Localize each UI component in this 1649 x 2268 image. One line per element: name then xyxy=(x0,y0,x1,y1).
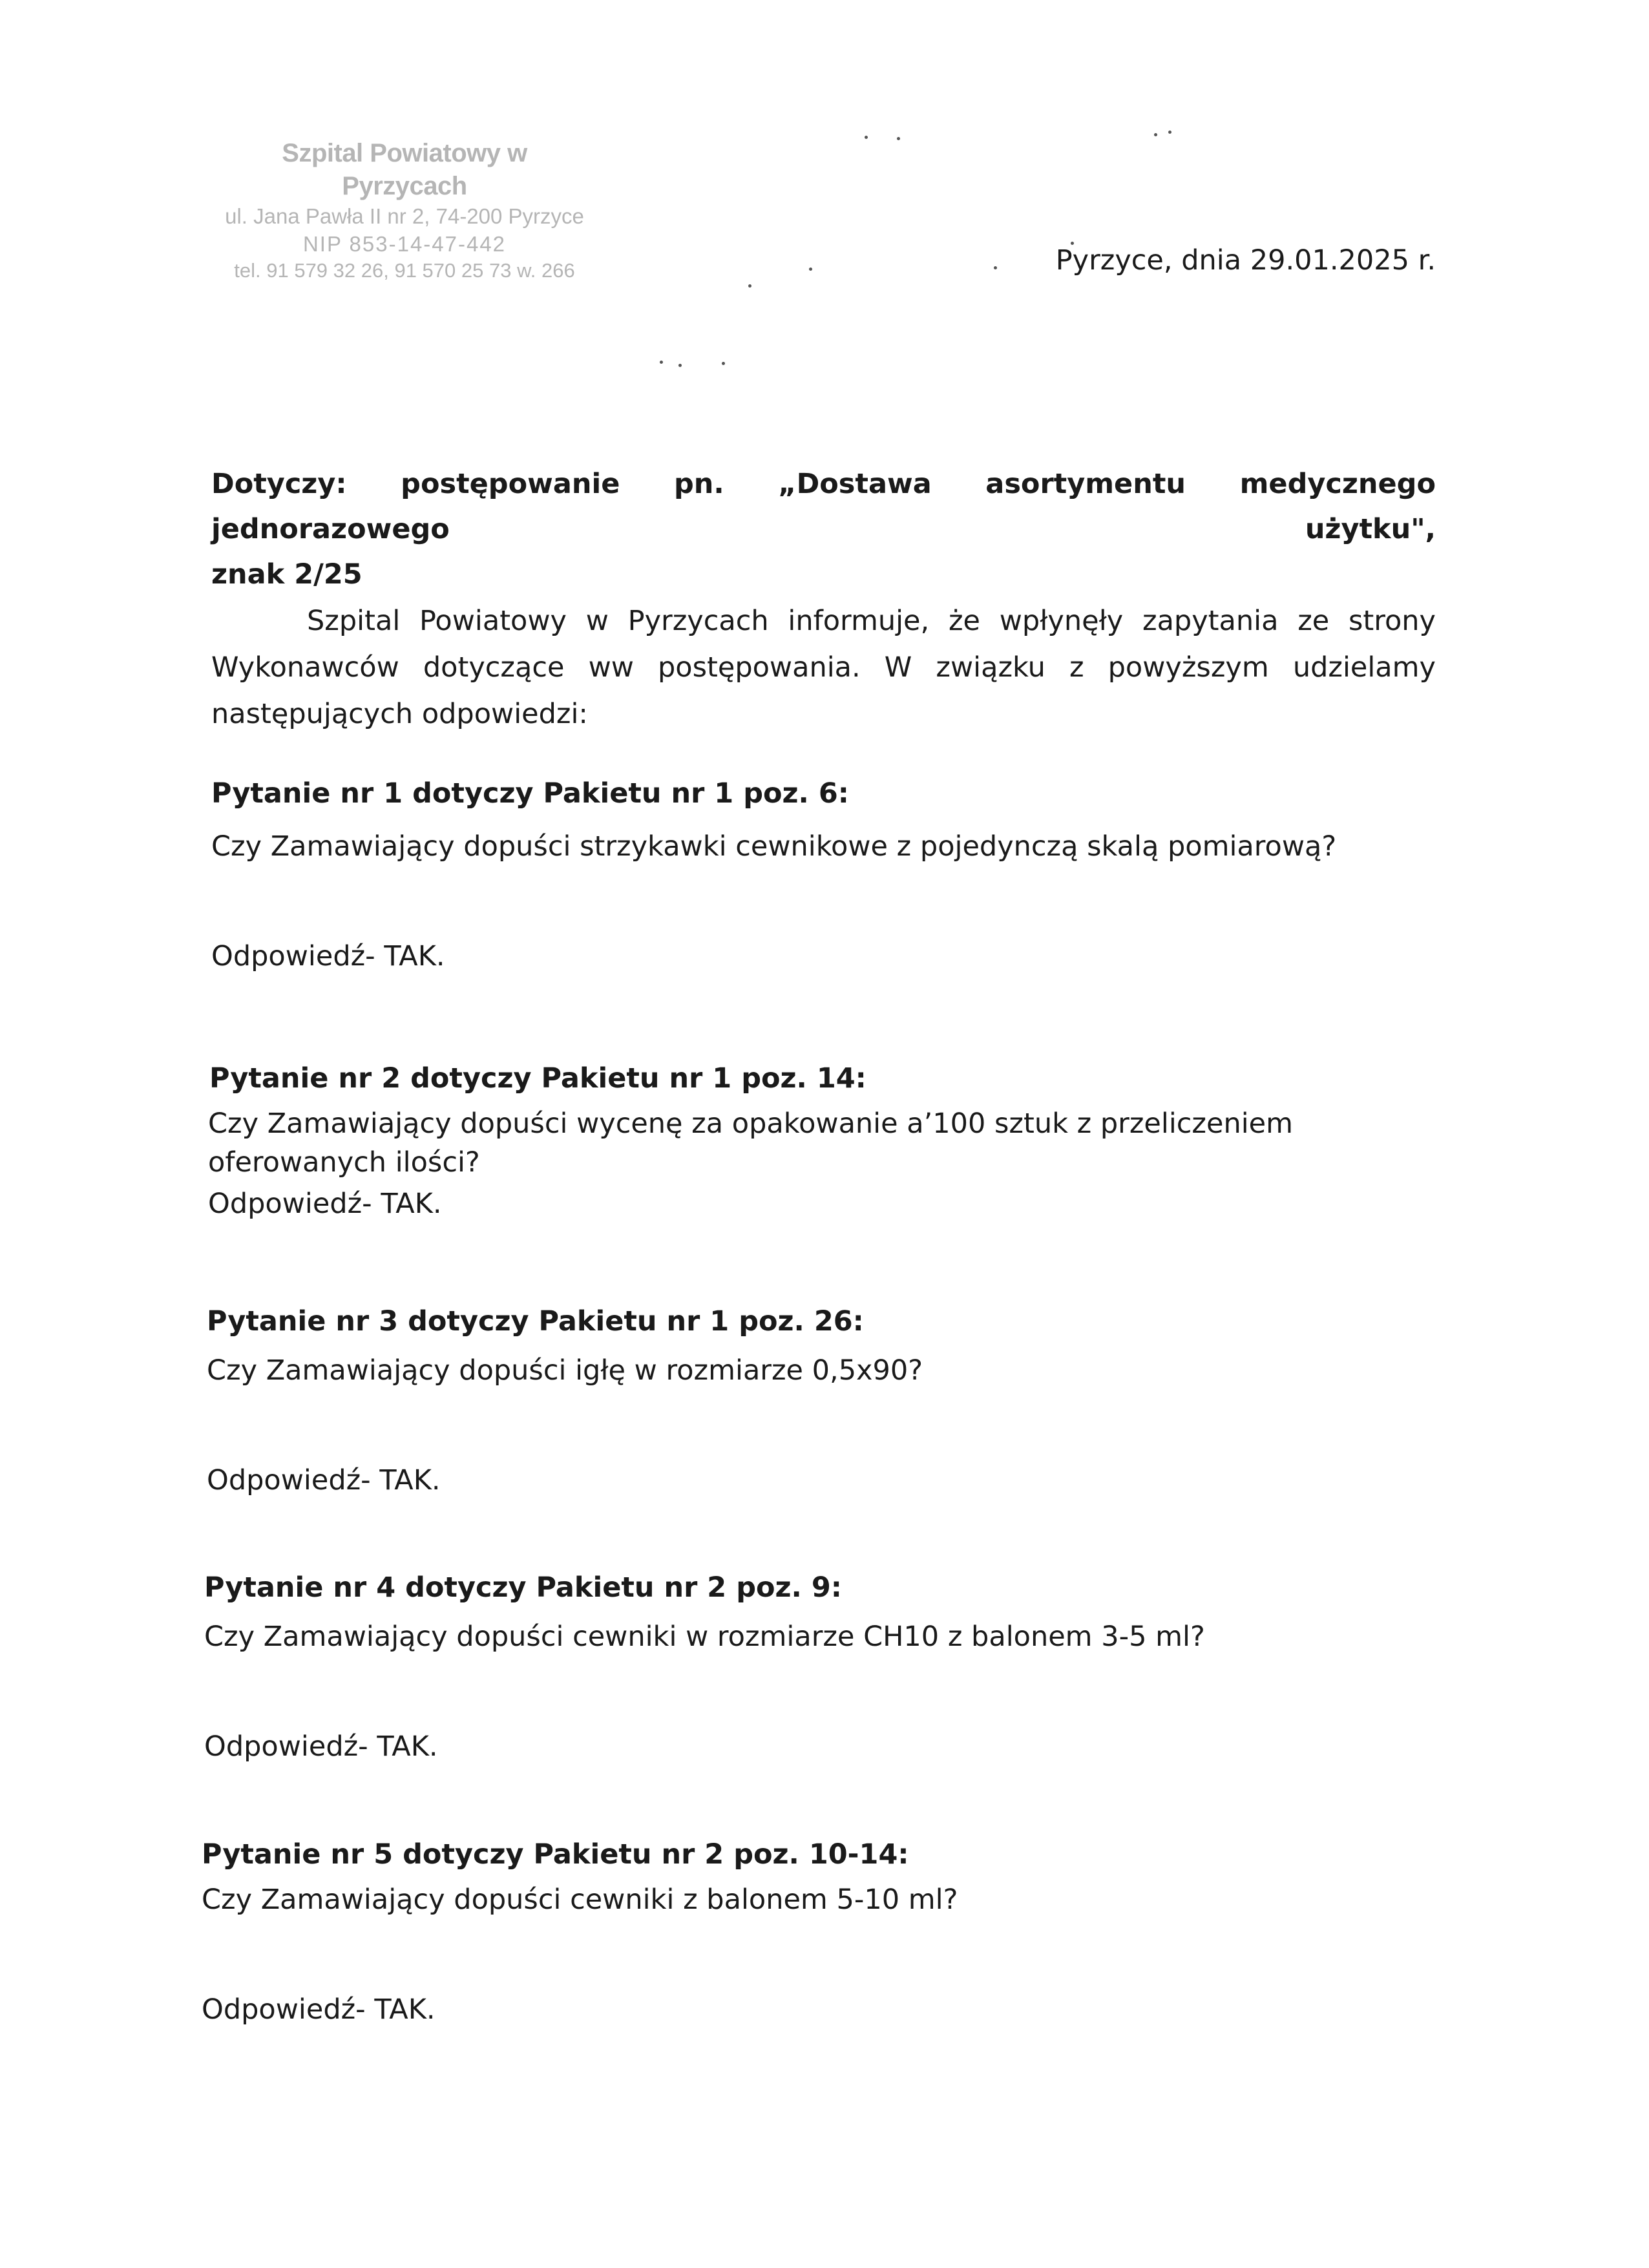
question-answer: Odpowiedź- TAK. xyxy=(208,1188,442,1220)
scan-speck xyxy=(809,268,812,271)
scan-speck xyxy=(748,284,751,288)
stamp-address: ul. Jana Pawła II nr 2, 74-200 Pyrzyce xyxy=(225,204,584,229)
scan-speck xyxy=(1168,131,1171,134)
question-answer: Odpowiedź- TAK. xyxy=(207,1464,441,1496)
scan-speck xyxy=(660,361,663,364)
scan-speck xyxy=(865,136,868,139)
document-date: Pyrzyce, dnia 29.01.2025 r. xyxy=(1055,244,1436,277)
question-text: Czy Zamawiający dopuści cewniki w rozmiarze CH10 z balonem 3-5 ml? xyxy=(204,1621,1205,1653)
question-heading: Pytanie nr 4 dotyczy Pakietu nr 2 poz. 9: xyxy=(204,1571,842,1604)
stamp-nip: NIP 853-14-47-442 xyxy=(302,231,507,256)
scan-speck xyxy=(678,364,682,367)
document-subject xyxy=(211,461,1436,597)
question-text: Czy Zamawiający dopuści cewniki z balonem 5-10 ml? xyxy=(202,1884,958,1916)
question-text: Czy Zamawiający dopuści igłę w rozmiarze 0,5x90? xyxy=(207,1354,923,1387)
question-answer: Odpowiedź- TAK. xyxy=(202,1993,436,2026)
question-heading: Pytanie nr 2 dotyczy Pakietu nr 1 poz. 14: xyxy=(209,1062,867,1095)
scan-speck xyxy=(994,266,997,269)
question-block-5 xyxy=(202,1834,1429,2030)
scan-speck xyxy=(722,362,725,365)
scan-speck xyxy=(897,137,900,140)
question-block-4 xyxy=(204,1567,1432,1767)
question-text: Czy Zamawiający dopuści strzykawki cewnikowe z pojedynczą skalą pomiarową? xyxy=(211,830,1337,863)
question-answer: Odpowiedź- TAK. xyxy=(204,1730,438,1763)
question-block-2 xyxy=(207,1058,1434,1224)
subject-line-1: Dotyczy: postępowanie pn. „Dostawa asortymentu medycznego jednorazowego użytku", xyxy=(211,468,1436,545)
question-answer: Odpowiedź- TAK. xyxy=(211,940,445,972)
question-block-1 xyxy=(207,773,1434,977)
stamp-phone: tel. 91 579 32 26, 91 570 25 73 w. 266 xyxy=(234,258,575,282)
stamp-name: Szpital Powiatowy w Pyrzycach xyxy=(282,139,527,201)
subject-line-2: znak 2/25 xyxy=(211,558,362,591)
question-heading: Pytanie nr 1 dotyczy Pakietu nr 1 poz. 6: xyxy=(211,777,849,810)
question-heading: Pytanie nr 5 dotyczy Pakietu nr 2 poz. 10-14: xyxy=(202,1838,909,1871)
hospital-stamp xyxy=(224,137,585,284)
question-block-3 xyxy=(207,1301,1434,1501)
intro-paragraph: Szpital Powiatowy w Pyrzycach informuje, że wpłynęły zapytania ze strony Wykonawców dotyczące ww postępowania. W związku z powyższym udzielamy następujących odpowiedzi: xyxy=(211,605,1436,730)
question-text: Czy Zamawiający dopuści wycenę za opakowanie a’100 sztuk z przeliczeniem oferowanych ilości? xyxy=(208,1108,1293,1179)
scan-speck xyxy=(1154,133,1157,136)
question-heading: Pytanie nr 3 dotyczy Pakietu nr 1 poz. 26: xyxy=(207,1305,864,1338)
